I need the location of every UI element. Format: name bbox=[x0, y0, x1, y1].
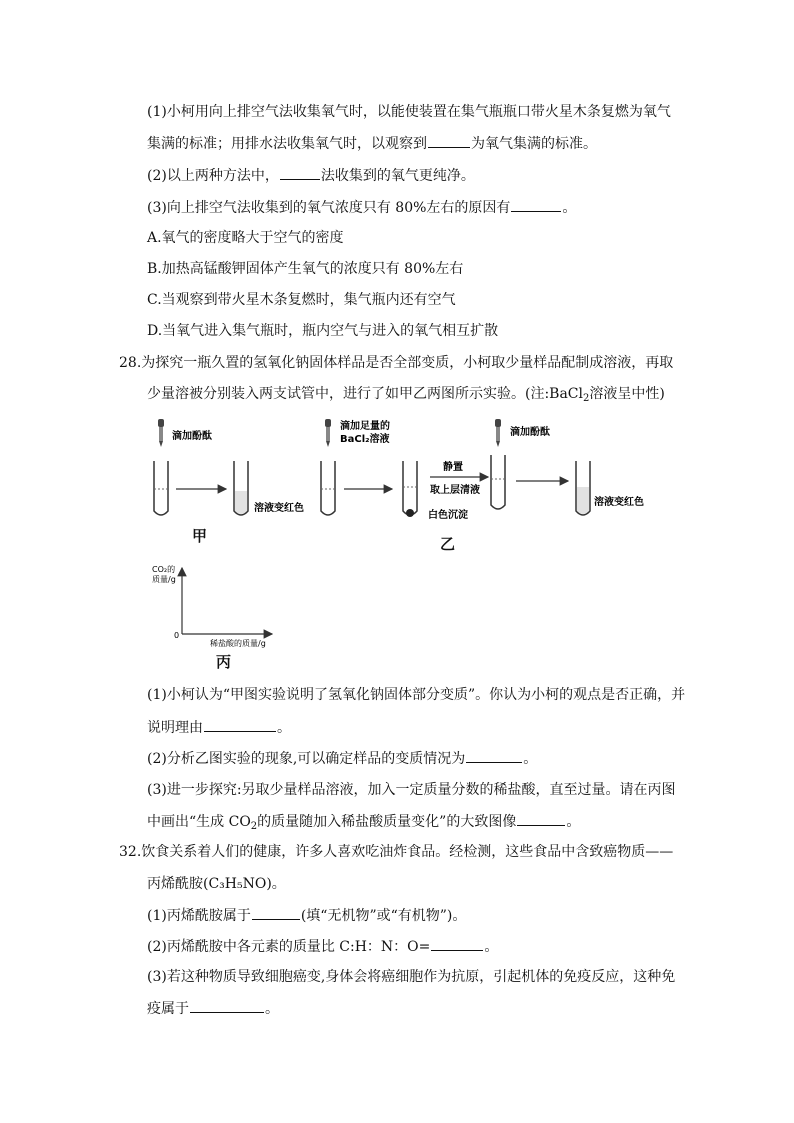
dropper-icon bbox=[158, 419, 164, 447]
yi-step-label-1: 静置 bbox=[443, 462, 463, 473]
q32-stem-line2: 丙烯酰胺(C₃H₅NO)。 bbox=[147, 876, 286, 892]
yi-precipitate-label: 白色沉淀 bbox=[428, 510, 468, 521]
test-tube-icon bbox=[491, 455, 505, 509]
answer-blank[interactable] bbox=[204, 717, 276, 732]
test-tube-icon bbox=[403, 461, 417, 517]
blank-graph-bing bbox=[148, 562, 288, 652]
experiment-figure bbox=[148, 415, 708, 525]
q28-stem-line1: 28.为探究一瓶久置的氢氧化钠固体样品是否全部变质，小柯取少量样品配制成溶液，再取 bbox=[119, 355, 674, 371]
q28-stem-line2: 少量溶被分别装入两支试管中，进行了如甲乙两图所示实验。(注:BaCl$_2$溶液呈中性) bbox=[147, 386, 665, 404]
q27-option-c: C.当观察到带火星木条复燃时，集气瓶内还有空气 bbox=[147, 292, 456, 308]
q32-stem-line1: 32.饮食关系着人们的健康，许多人喜欢吃油炸食品。经检测，这些食品中含致癌物质—— bbox=[119, 844, 674, 860]
q32-sub1: (1)丙烯酰胺属于 (填“无机物”或“有机物”)。 bbox=[147, 905, 466, 926]
answer-blank[interactable] bbox=[190, 998, 264, 1013]
q32-sub3-line1: (3)若这种物质导致细胞癌变,身体会将癌细胞作为抗原，引起机体的免疫反应，这种免 bbox=[147, 969, 676, 985]
test-tube-icon bbox=[154, 461, 168, 515]
q27-option-b: B.加热高锰酸钾固体产生氧气的浓度只有 80%左右 bbox=[147, 261, 464, 277]
yi-step-label-2: 取上层清液 bbox=[430, 485, 480, 496]
figure-label-yi: 乙 bbox=[440, 535, 456, 553]
test-tube-icon bbox=[234, 461, 248, 515]
answer-blank[interactable] bbox=[428, 133, 470, 148]
yi-result-label: 溶液变红色 bbox=[594, 497, 644, 508]
yi-drop-label-2: BaCl₂溶液 bbox=[340, 434, 390, 445]
q32-sub2: (2)丙烯酰胺中各元素的质量比 C:H：N：O= 。 bbox=[147, 936, 498, 957]
answer-blank[interactable] bbox=[431, 936, 483, 951]
q27-part1-line2: 集满的标准；用排水法收集氧气时，以观察到 为氧气集满的标准。 bbox=[147, 133, 597, 154]
bing-origin-label: 0 bbox=[174, 631, 180, 640]
dropper-icon bbox=[325, 419, 331, 447]
test-tube-icon bbox=[321, 461, 335, 515]
figure-label-bing: 丙 bbox=[216, 653, 232, 671]
q28-sub1-line1: (1)小柯认为“甲图实验说明了氢氧化钠固体部分变质”。你认为小柯的观点是否正确，并 bbox=[147, 687, 686, 703]
answer-blank[interactable] bbox=[511, 197, 561, 212]
bing-y-label-2: 质量/g bbox=[152, 575, 176, 584]
q27-option-a: A.氧气的密度略大于空气的密度 bbox=[147, 230, 344, 246]
answer-blank[interactable] bbox=[466, 748, 522, 763]
answer-blank[interactable] bbox=[252, 905, 300, 920]
q28-sub1-line2: 说明理由 。 bbox=[147, 717, 291, 738]
answer-blank[interactable] bbox=[517, 811, 565, 826]
figure-label-jia: 甲 bbox=[192, 527, 208, 545]
q32-sub3-line2: 疫属于 。 bbox=[147, 998, 279, 1019]
jia-result-label: 溶液变红色 bbox=[254, 503, 304, 514]
q27-part2: (2)以上两种方法中， 法收集到的氧气更纯净。 bbox=[147, 165, 475, 186]
q27-option-d: D.当氧气进入集气瓶时，瓶内空气与进入的氧气相互扩散 bbox=[147, 323, 499, 339]
bing-x-label: 稀盐酸的质量/g bbox=[210, 639, 266, 648]
jia-drop-label: 滴加酚酞 bbox=[172, 431, 212, 442]
q27-part1-line1: (1)小柯用向上排空气法收集氧气时，以能使装置在集气瓶瓶口带火星木条复燃为氧气 bbox=[147, 104, 671, 120]
q28-sub3-line1: (3)进一步探究:另取少量样品溶液，加入一定质量分数的稀盐酸，直至过量。请在丙图 bbox=[147, 782, 676, 798]
yi-drop-label-3: 滴加酚酞 bbox=[510, 427, 550, 438]
bing-y-label-1: CO₂的 bbox=[152, 565, 176, 574]
answer-blank[interactable] bbox=[280, 165, 320, 180]
q27-part3: (3)向上排空气法收集到的氧气浓度只有 80%左右的原因有 。 bbox=[147, 197, 576, 218]
test-tube-icon bbox=[576, 461, 590, 515]
q28-sub2: (2)分析乙图实验的现象,可以确定样品的变质情况为 。 bbox=[147, 748, 537, 769]
yi-drop-label-1: 滴加足量的 bbox=[340, 421, 390, 432]
q28-sub3-line2: 中画出“生成 $CO_2$的质量随加入稀盐酸质量变化”的大致图像 。 bbox=[147, 811, 580, 834]
dropper-icon bbox=[495, 419, 501, 447]
